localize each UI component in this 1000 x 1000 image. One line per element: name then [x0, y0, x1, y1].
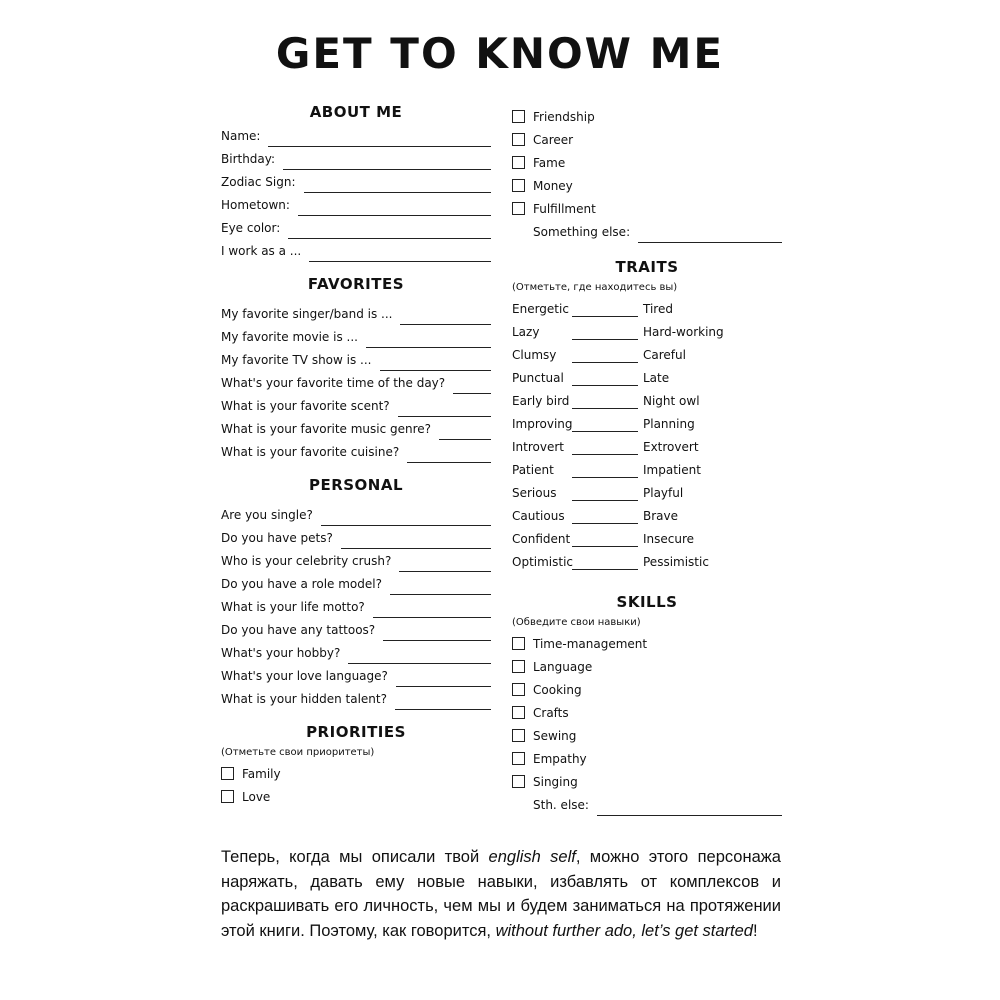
field-label: What is your favorite cuisine? [221, 445, 400, 459]
trait-pair[interactable] [512, 504, 782, 527]
answer-line[interactable] [321, 524, 491, 526]
trait-right: Tired [643, 302, 673, 316]
skill-checkbox-cooking[interactable] [512, 678, 782, 701]
checkbox-label: Love [242, 789, 271, 804]
priority-checkbox-money[interactable] [512, 174, 782, 197]
paragraph-italic: without further ado, let’s get started [495, 921, 753, 940]
checkbox-label: Singing [533, 774, 578, 789]
trait-left: Improving [512, 417, 573, 431]
trait-left: Serious [512, 486, 557, 500]
trait-pair[interactable] [512, 343, 782, 366]
trait-scale[interactable] [572, 384, 638, 386]
checkbox-label: Fulfillment [533, 201, 596, 216]
trait-scale[interactable] [572, 407, 638, 409]
checkbox-label: Sewing [533, 728, 577, 743]
favorites-heading: FAVORITES [307, 275, 405, 293]
answer-line[interactable] [400, 323, 491, 325]
answer-line[interactable] [288, 237, 491, 239]
trait-pair[interactable] [512, 458, 782, 481]
form-field[interactable] [221, 325, 491, 348]
answer-line[interactable] [597, 814, 782, 816]
traits-note: (Отметьте, где находитесь вы) [512, 282, 678, 293]
answer-line[interactable] [638, 241, 782, 243]
form-field[interactable] [221, 664, 491, 687]
field-label: What is your favorite scent? [221, 399, 390, 413]
answer-line[interactable] [268, 145, 491, 147]
form-field[interactable] [221, 239, 491, 262]
skill-checkbox-language[interactable] [512, 655, 782, 678]
skills-note: (Обведите свои навыки) [512, 617, 641, 628]
field-label: Something else: [533, 225, 631, 239]
answer-line[interactable] [383, 639, 491, 641]
checkbox-icon[interactable] [512, 110, 525, 123]
page-title: GET TO KNOW ME [275, 29, 725, 78]
checkbox-label: Language [533, 659, 593, 674]
traits-heading: TRAITS [615, 258, 679, 276]
checkbox-label: Money [533, 178, 573, 193]
answer-line[interactable] [341, 547, 491, 549]
field-label: What is your life motto? [221, 600, 365, 614]
trait-right: Playful [643, 486, 684, 500]
answer-line[interactable] [373, 616, 491, 618]
field-label: What is your hidden talent? [221, 692, 387, 706]
trait-left: Early bird [512, 394, 570, 408]
form-field[interactable] [221, 618, 491, 641]
trait-right: Impatient [643, 463, 701, 477]
checkbox-icon[interactable] [512, 752, 525, 765]
trait-pair[interactable] [512, 389, 782, 412]
field-label: Do you have any tattoos? [221, 623, 376, 637]
form-field[interactable] [221, 302, 491, 325]
checkbox-label: Empathy [533, 751, 587, 766]
trait-left: Patient [512, 463, 554, 477]
trait-right: Hard-working [643, 325, 724, 339]
checkbox-label: Cooking [533, 682, 582, 697]
checkbox-icon[interactable] [512, 179, 525, 192]
field-label: Eye color: [221, 221, 281, 235]
trait-left: Lazy [512, 325, 540, 339]
checkbox-icon[interactable] [512, 202, 525, 215]
checkbox-icon[interactable] [512, 729, 525, 742]
trait-pair[interactable] [512, 481, 782, 504]
trait-scale[interactable] [572, 499, 638, 501]
trait-scale[interactable] [572, 430, 638, 432]
paragraph-text: ! [753, 921, 758, 940]
answer-line[interactable] [348, 662, 491, 664]
trait-right: Careful [643, 348, 686, 362]
field-label: Name: [221, 129, 261, 143]
priority-checkbox-fame[interactable] [512, 151, 782, 174]
trait-scale[interactable] [572, 568, 638, 570]
skill-checkbox-empathy[interactable] [512, 747, 782, 770]
about-fields [221, 124, 491, 262]
about-heading: ABOUT ME [309, 103, 403, 121]
trait-left: Confident [512, 532, 571, 546]
checkbox-label: Crafts [533, 705, 569, 720]
paragraph-italic: english self [488, 848, 576, 866]
trait-pair[interactable] [512, 435, 782, 458]
field-label: Sth. else: [533, 798, 589, 812]
form-field[interactable] [221, 687, 491, 710]
trait-scale[interactable] [572, 545, 638, 547]
paragraph-text: , можно этого персонажа наряжать, давать ему новые навыки, избавлять от комплексов и раскрашивать его личность, чем мы и будем заниматься на протяжении этой книги. Поэтому, как говорится, [221, 848, 781, 940]
field-label: What's your hobby? [221, 646, 341, 660]
trait-pair[interactable] [512, 412, 782, 435]
priority-checkbox-family[interactable] [221, 762, 491, 785]
field-label: What's your favorite time of the day? [221, 376, 446, 390]
closing-paragraph [221, 845, 781, 943]
trait-scale[interactable] [572, 315, 638, 317]
answer-line[interactable] [439, 438, 491, 440]
answer-line[interactable] [396, 685, 491, 687]
checkbox-icon[interactable] [221, 767, 234, 780]
trait-scale[interactable] [572, 361, 638, 363]
field-label: Birthday: [221, 152, 276, 166]
checkbox-icon[interactable] [512, 775, 525, 788]
trait-right: Pessimistic [643, 555, 709, 569]
form-field[interactable] [221, 595, 491, 618]
checkbox-label: Career [533, 132, 574, 147]
form-field[interactable] [221, 572, 491, 595]
trait-left: Energetic [512, 302, 569, 316]
trait-right: Insecure [643, 532, 695, 546]
field-label: My favorite singer/band is ... [221, 307, 393, 321]
personal-heading: PERSONAL [308, 476, 404, 494]
skills-heading: SKILLS [616, 593, 678, 611]
skill-checkbox-singing[interactable] [512, 770, 782, 793]
priority-other-field[interactable] [512, 220, 782, 243]
priority-checkbox-friendship[interactable] [512, 105, 782, 128]
field-label: I work as a ... [221, 244, 302, 258]
skill-checkbox-sewing[interactable] [512, 724, 782, 747]
field-label: Zodiac Sign: [221, 175, 296, 189]
form-field[interactable] [221, 124, 491, 147]
paragraph-text: Теперь, когда мы описали твой [221, 848, 489, 866]
form-field[interactable] [221, 526, 491, 549]
trait-pair[interactable] [512, 550, 782, 573]
traits-list [512, 297, 782, 573]
priorities-heading: PRIORITIES [306, 723, 406, 741]
form-field[interactable] [221, 503, 491, 526]
skill-other-field[interactable] [512, 793, 782, 816]
form-field[interactable] [221, 348, 491, 371]
checkbox-label: Time-management [533, 636, 648, 651]
trait-right: Night owl [643, 394, 700, 408]
answer-line[interactable] [407, 461, 491, 463]
trait-left: Cautious [512, 509, 565, 523]
skill-checkbox-crafts[interactable] [512, 701, 782, 724]
checkbox-icon[interactable] [221, 790, 234, 803]
trait-left: Optimistic [512, 555, 574, 569]
form-field[interactable] [221, 193, 491, 216]
answer-line[interactable] [298, 214, 491, 216]
favorites-fields [221, 302, 491, 463]
form-field[interactable] [221, 417, 491, 440]
trait-pair[interactable] [512, 297, 782, 320]
field-label: Hometown: [221, 198, 290, 212]
checkbox-icon[interactable] [512, 637, 525, 650]
skill-checkbox-time-management[interactable] [512, 632, 782, 655]
priorities-note: (Отметьте свои приоритеты) [221, 747, 375, 758]
answer-line[interactable] [398, 415, 491, 417]
answer-line[interactable] [283, 168, 491, 170]
checkbox-icon[interactable] [512, 156, 525, 169]
form-field[interactable] [221, 394, 491, 417]
answer-line[interactable] [309, 260, 491, 262]
field-label: Who is your celebrity crush? [221, 554, 392, 568]
trait-right: Planning [643, 417, 695, 431]
form-field[interactable] [221, 641, 491, 664]
answer-line[interactable] [453, 392, 491, 394]
trait-left: Introvert [512, 440, 564, 454]
right-column [512, 100, 782, 816]
trait-scale[interactable] [572, 338, 638, 340]
priority-checkbox-fulfillment[interactable] [512, 197, 782, 220]
field-label: My favorite TV show is ... [221, 353, 372, 367]
trait-scale[interactable] [572, 453, 638, 455]
checkbox-icon[interactable] [512, 706, 525, 719]
form-field[interactable] [221, 549, 491, 572]
trait-scale[interactable] [572, 522, 638, 524]
trait-pair[interactable] [512, 320, 782, 343]
answer-line[interactable] [304, 191, 492, 193]
answer-line[interactable] [395, 708, 491, 710]
answer-line[interactable] [390, 593, 491, 595]
priority-checkbox-career[interactable] [512, 128, 782, 151]
trait-pair[interactable] [512, 366, 782, 389]
checkbox-label: Family [242, 766, 281, 781]
field-label: What's your love language? [221, 669, 388, 683]
answer-line[interactable] [366, 346, 491, 348]
left-column [221, 100, 491, 808]
field-label: Do you have pets? [221, 531, 333, 545]
checkbox-label: Friendship [533, 109, 595, 124]
priority-checkbox-love[interactable] [221, 785, 491, 808]
trait-scale[interactable] [572, 476, 638, 478]
field-label: My favorite movie is ... [221, 330, 358, 344]
trait-pair[interactable] [512, 527, 782, 550]
form-field[interactable] [221, 147, 491, 170]
checkbox-icon[interactable] [512, 133, 525, 146]
trait-right: Brave [643, 509, 679, 523]
personal-fields [221, 503, 491, 710]
form-field[interactable] [221, 440, 491, 463]
form-field[interactable] [221, 371, 491, 394]
field-label: What is your favorite music genre? [221, 422, 432, 436]
answer-line[interactable] [380, 369, 492, 371]
form-field[interactable] [221, 216, 491, 239]
form-field[interactable] [221, 170, 491, 193]
answer-line[interactable] [399, 570, 491, 572]
checkbox-icon[interactable] [512, 683, 525, 696]
trait-left: Punctual [512, 371, 564, 385]
checkbox-label: Fame [533, 155, 566, 170]
trait-right: Late [643, 371, 670, 385]
checkbox-icon[interactable] [512, 660, 525, 673]
trait-left: Clumsy [512, 348, 557, 362]
field-label: Are you single? [221, 508, 313, 522]
field-label: Do you have a role model? [221, 577, 382, 591]
trait-right: Extrovert [643, 440, 699, 454]
